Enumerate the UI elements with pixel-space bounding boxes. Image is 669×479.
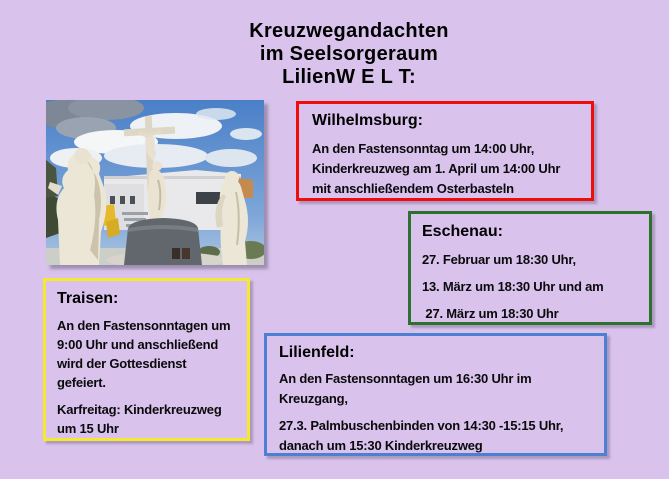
box-text-line: An den Fastensonntagen um bbox=[57, 318, 231, 333]
info-box-eschenau bbox=[408, 211, 652, 325]
box-text-line: 27. Februar um 18:30 Uhr, bbox=[422, 252, 576, 267]
box-text-line: 27.3. Palmbuschenbinden von 14:30 -15:15 Uhr, bbox=[279, 418, 564, 433]
title-line-2: im Seelsorgeraum bbox=[259, 43, 439, 65]
box-text-line: 27. März um 18:30 Uhr bbox=[422, 306, 559, 321]
box-text-line: An den Fastensonntagen um 16:30 Uhr im bbox=[279, 371, 532, 386]
title-line-1: Kreuzwegandachten bbox=[249, 20, 449, 42]
page-title bbox=[29, 20, 669, 89]
box-text-line: wird der Gottesdienst bbox=[57, 356, 187, 371]
box-text-line: mit anschließendem Osterbasteln bbox=[312, 181, 514, 196]
info-box-lilienfeld bbox=[264, 333, 607, 456]
box-heading-traisen: Traisen: bbox=[57, 290, 119, 307]
box-text-line: danach um 15:30 Kinderkreuzweg bbox=[279, 438, 483, 453]
box-text-line: um 15 Uhr bbox=[57, 421, 119, 436]
box-text-line: 9:00 Uhr und anschließend bbox=[57, 337, 219, 352]
stone-pedestal bbox=[124, 218, 202, 265]
box-paragraph bbox=[422, 278, 638, 295]
box-heading-wilhelmsburg: Wilhelmsburg: bbox=[312, 112, 423, 129]
box-text-line: 13. März um 18:30 Uhr und am bbox=[422, 279, 604, 294]
info-box-wilhelmsburg bbox=[296, 101, 594, 201]
box-paragraph bbox=[279, 369, 592, 409]
box-paragraph bbox=[279, 416, 592, 456]
box-heading-eschenau: Eschenau: bbox=[422, 223, 503, 240]
box-text-line: gefeiert. bbox=[57, 375, 106, 390]
box-paragraph bbox=[57, 316, 236, 392]
box-heading-lilienfeld: Lilienfeld: bbox=[279, 344, 355, 361]
box-paragraph bbox=[57, 400, 236, 438]
info-box-traisen bbox=[43, 278, 250, 441]
title-line-3: LilienW E L T: bbox=[282, 66, 416, 88]
box-paragraph bbox=[422, 251, 638, 268]
box-text-line: An den Fastensonntag um 14:00 Uhr, bbox=[312, 141, 535, 156]
box-paragraph bbox=[422, 305, 638, 322]
crucifixion-statue-group-photo bbox=[46, 100, 264, 265]
box-text-line: Kreuzgang, bbox=[279, 391, 348, 406]
box-paragraph bbox=[312, 139, 578, 199]
box-text-line: Karfreitag: Kinderkreuzweg bbox=[57, 402, 222, 417]
box-text-line: Kinderkreuzweg am 1. April um 14:00 Uhr bbox=[312, 161, 561, 176]
